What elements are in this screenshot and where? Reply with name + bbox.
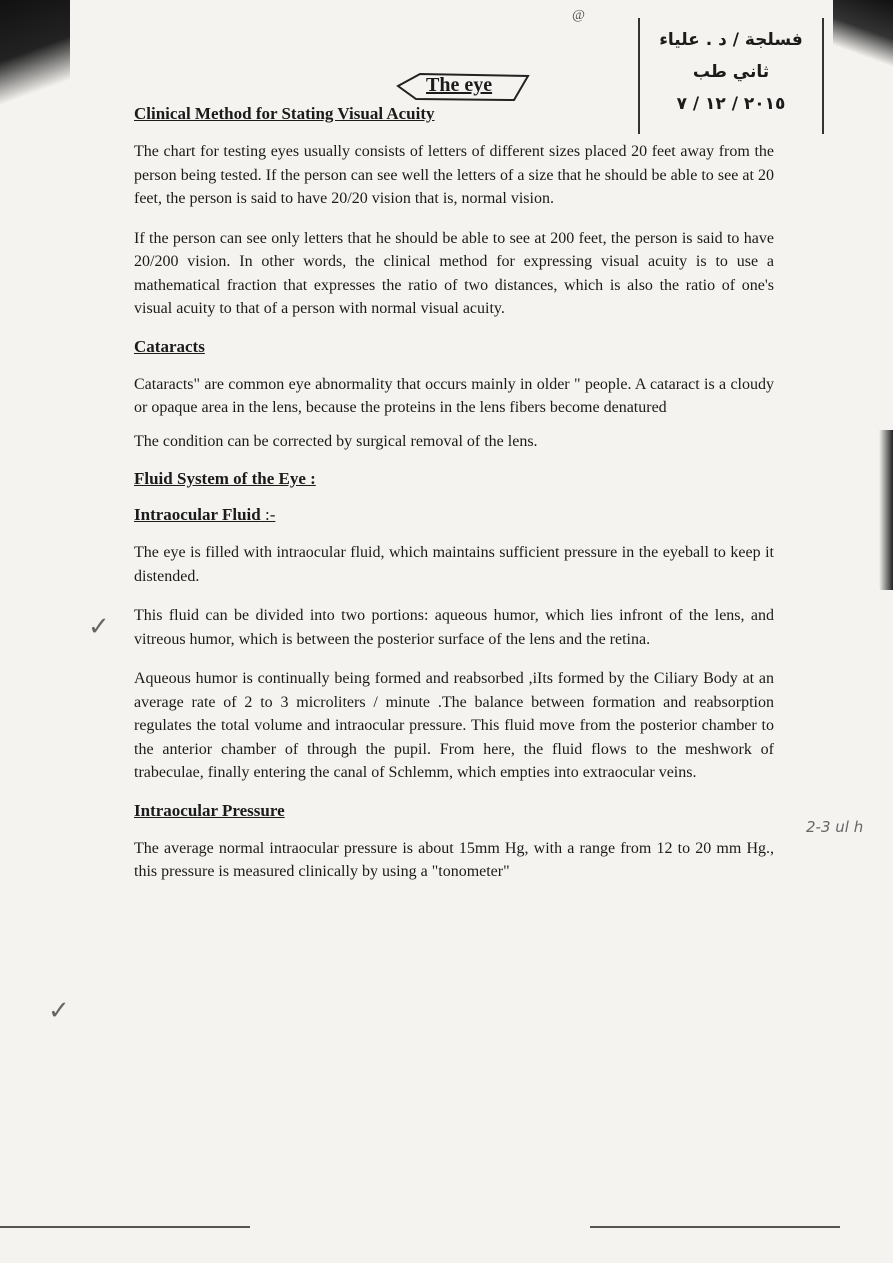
- scan-edge-shadow-left: [0, 0, 70, 150]
- heading-intraocular-fluid-suffix: :-: [264, 505, 276, 524]
- paragraph-cataracts-2: The condition can be corrected by surgical removal of the lens.: [134, 432, 538, 450]
- paragraph-intraocular-fluid-2: This fluid can be divided into two portions: aqueous humor, which lies infront of the lens, and vitreous humor, which is between the posterior surface of the lens and the retina.: [134, 607, 774, 648]
- scan-edge-shadow-right: [833, 0, 893, 90]
- title-box: [396, 72, 530, 102]
- heading-intraocular-pressure: Intraocular Pressure: [134, 800, 285, 820]
- paragraph-visual-acuity-1: The chart for testing eyes usually consists of letters of different sizes placed 20 feet away from the person being tested. If the person can see well the letters of a size that he should be able to see at 20 feet, the person is said to have 20/20 vision that is, normal vision.: [134, 143, 774, 207]
- stamp-line-year: ثاني طب: [692, 62, 770, 82]
- document-body: [134, 104, 774, 884]
- heading-intraocular-fluid: [134, 505, 774, 525]
- heading-intraocular-fluid-text: Intraocular Fluid: [134, 505, 261, 524]
- paragraph-intraocular-fluid-3: Aqueous humor is continually being formed and reabsorbed ,iIts formed by the Ciliary Body at an average rate of 2 to 3 microliters / minute .The balance between formation and reabsorption regulates the total volume and intraocular pressure. This fluid move from the posterior chamber to the anterior chamber of through the pupil. From here, the fluid flows to the meshwork of trabeculae, finally entering the canal of Schlemm, which empties into extraocular veins.: [134, 670, 774, 781]
- paragraph-intraocular-fluid-1: The eye is filled with intraocular fluid, which maintains sufficient pressure in the eyeball to keep it distended.: [134, 544, 774, 585]
- paragraph-cataracts-1: Cataracts" are common eye abnormality that occurs mainly in older " people. A cataract is a cloudy or opaque area in the lens, because the proteins in the lens fibers become denatured: [134, 375, 774, 416]
- paragraph-intraocular-pressure-1: The average normal intraocular pressure is about 15mm Hg, with a range from 12 to 20 mm Hg., this pressure is measured clinically by using a "tonometer": [134, 839, 774, 880]
- check-mark-icon: ✓: [48, 996, 70, 1025]
- check-mark-icon: ✓: [88, 612, 110, 641]
- paragraph-visual-acuity-2: If the person can see only letters that he should be able to see at 200 feet, the person is said to have 20/200 vision. In other words, the clinical method for expressing visual acuity is to use a mathematical fraction that expresses the ratio of two distances, which is also the ratio of one's visual acuity to that of a person with normal visual acuity.: [134, 229, 774, 317]
- corner-mark: @: [572, 8, 585, 23]
- footer-rule-right: [590, 1226, 840, 1228]
- stamp-line-date: ٢٠١٥ / ١٢ / ٧: [676, 94, 786, 114]
- scan-edge-right: [879, 430, 893, 590]
- margin-note-rate: 2-3 ul h: [806, 818, 864, 836]
- footer-rule-left: [0, 1226, 250, 1228]
- stamp-line-lecturer: فسلجة / د . علياء: [659, 30, 803, 50]
- heading-visual-acuity: Clinical Method for Stating Visual Acuity: [134, 104, 435, 123]
- heading-fluid-system: Fluid System of the Eye :: [134, 469, 316, 488]
- page-title: The eye: [426, 74, 493, 96]
- heading-cataracts: Cataracts: [134, 336, 205, 356]
